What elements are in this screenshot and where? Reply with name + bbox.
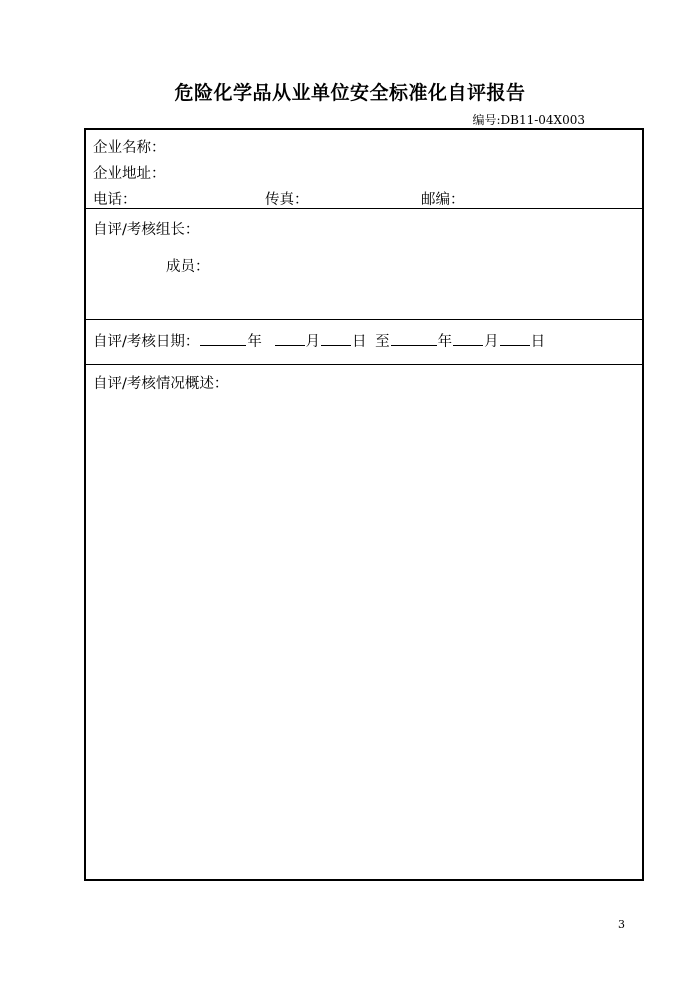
postcode-label: 邮编：: [421, 192, 465, 208]
end-month-unit: 月: [484, 334, 499, 350]
start-year-blank: [200, 331, 246, 346]
phone-label: 电话：: [93, 192, 137, 208]
end-day-unit: 日: [530, 334, 546, 350]
date-range-to: 至: [375, 334, 390, 350]
start-year-unit: 年: [247, 334, 262, 350]
enterprise-info-section: [86, 130, 642, 209]
enterprise-address-label: 企业地址：: [93, 166, 166, 182]
start-month-blank: [275, 331, 305, 346]
team-members-label: 成员：: [166, 259, 210, 275]
document-title: 危险化学品从业单位安全标准化自评报告: [174, 82, 526, 104]
team-leader-label: 自评/考核组长：: [93, 222, 200, 238]
end-month-blank: [453, 331, 483, 346]
date-label: 自评/考核日期：: [93, 334, 200, 350]
report-form: [84, 128, 644, 881]
end-day-blank: [500, 331, 530, 346]
end-year-unit: 年: [437, 334, 453, 350]
enterprise-name-label: 企业名称：: [93, 140, 166, 156]
start-day-blank: [321, 331, 351, 346]
document-code: 编号:DB11-04X003: [472, 113, 585, 127]
team-section: [86, 208, 642, 320]
date-section: [86, 319, 642, 365]
date-row: [93, 330, 545, 351]
page-number: 3: [618, 918, 625, 931]
fax-label: 传真：: [265, 192, 309, 208]
start-day-unit: 日: [352, 334, 367, 350]
summary-label: 自评/考核情况概述：: [93, 376, 229, 392]
start-month-unit: 月: [305, 334, 320, 350]
summary-section: [86, 364, 642, 879]
end-year-blank: [391, 331, 437, 346]
